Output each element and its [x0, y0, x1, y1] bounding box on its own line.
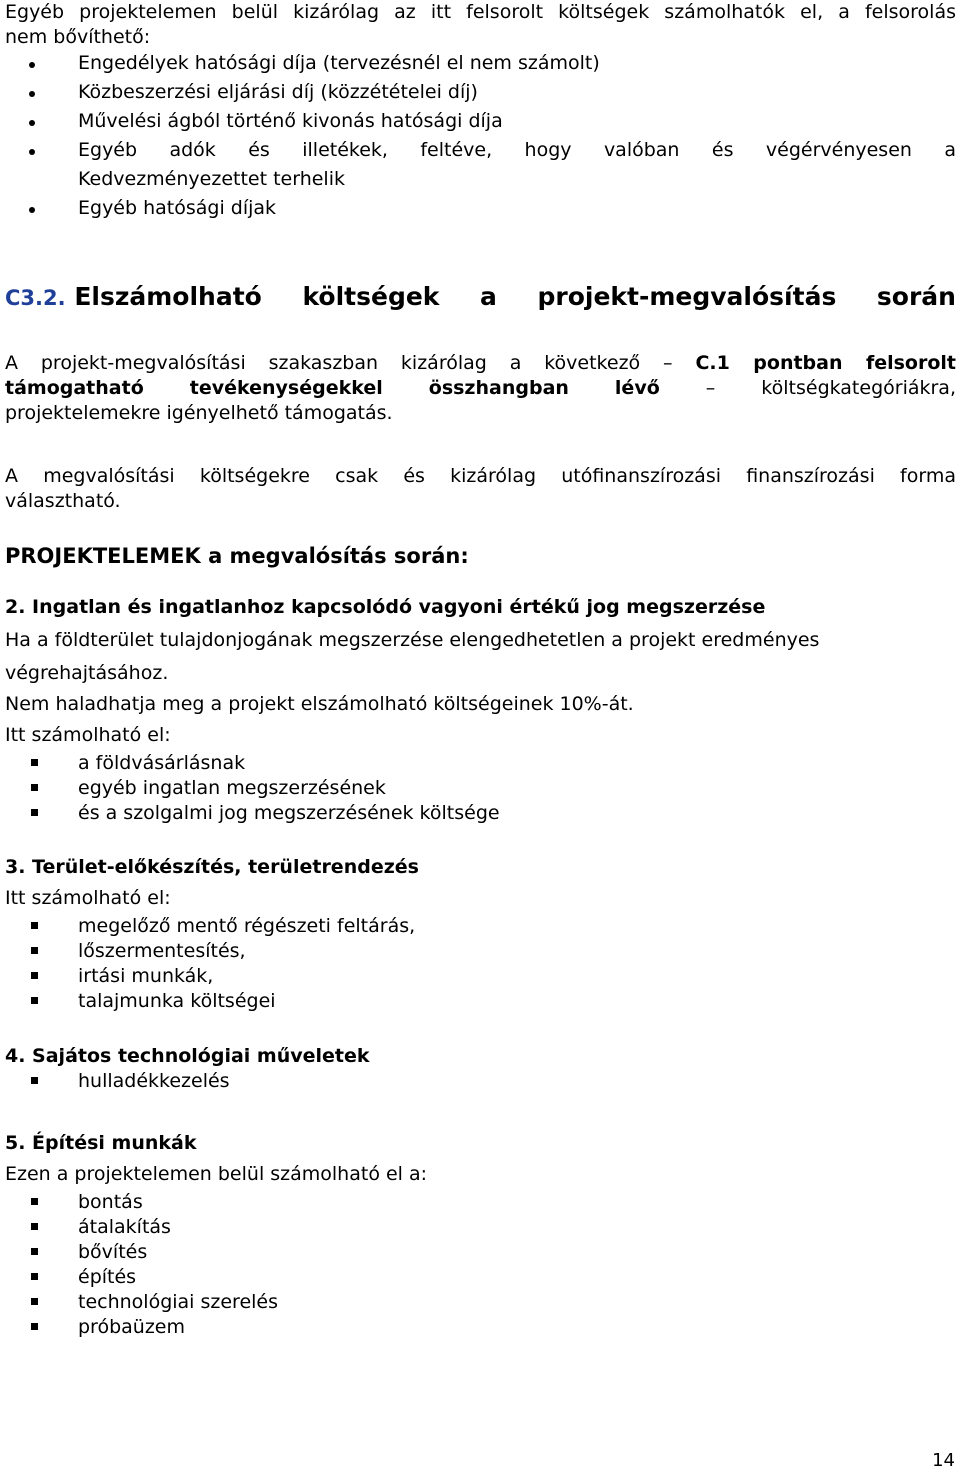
list-item: irtási munkák, — [5, 964, 956, 989]
list-item: talajmunka költségei — [5, 989, 956, 1014]
s3-lead: Itt számolható el: — [5, 887, 171, 909]
para1-line2-a: támogatható tevékenységekkel összhangban lévő — [5, 377, 660, 399]
intro-line-2: nem bővíthető: — [5, 26, 151, 48]
para1-line2-b: – — [705, 377, 716, 399]
page-number: 14 — [932, 1450, 955, 1471]
para1-line1-b: C.1 pontban felsorolt — [695, 352, 956, 374]
list-item: hulladékkezelés — [5, 1069, 956, 1094]
para2-line1: A megvalósítási költségekre csak és kizárólag utófinanszírozási finanszírozási forma — [5, 465, 956, 487]
projektelemek-heading: PROJEKTELEMEK a megvalósítás során: — [5, 544, 469, 568]
list-item: Egyéb hatósági díjak — [5, 194, 956, 223]
document-page — [5, 0, 956, 1340]
para1-line1-a: A projekt-megvalósítási szakaszban kizárólag a következő – — [5, 352, 673, 374]
section-word: Elszámolható — [74, 282, 262, 311]
paragraph-1 — [5, 351, 956, 426]
s4-list — [5, 1069, 956, 1094]
s2-lead: Itt számolható el: — [5, 724, 171, 746]
section-word: során — [876, 282, 956, 311]
intro-line-1: Egyéb projektelemen belül kizárólag az itt felsorolt költségek számolhatók el, a felsorolás — [5, 1, 956, 23]
s5-title: 5. Építési munkák — [5, 1132, 197, 1154]
list-item: és a szolgalmi jog megszerzésének költsége — [5, 801, 956, 826]
intro-list — [5, 49, 956, 223]
para1-line3: projektelemekre igényelhető támogatás. — [5, 402, 393, 424]
list-item: Művelési ágból történő kivonás hatósági díja — [5, 107, 956, 136]
s5-list — [5, 1190, 956, 1340]
list-item: átalakítás — [5, 1215, 956, 1240]
list-item: egyéb ingatlan megszerzésének — [5, 776, 956, 801]
section-number: C3.2. — [5, 286, 66, 310]
list-item: Közbeszerzési eljárási díj (közzétételei díj) — [5, 78, 956, 107]
list-item: bontás — [5, 1190, 956, 1215]
section-heading — [5, 280, 956, 315]
section-word: költségek — [302, 282, 440, 311]
section-word: projekt-megvalósítás — [537, 282, 837, 311]
list-item: Egyéb adók és illetékek, feltéve, hogy valóban és végérvényesen a — [5, 136, 956, 165]
list-item: próbaüzem — [5, 1315, 956, 1340]
s2-list — [5, 751, 956, 826]
list-item-continuation: Kedvezményezettet terhelik — [78, 168, 345, 190]
list-item: építés — [5, 1265, 956, 1290]
section-word: a — [480, 282, 497, 311]
list-item: a földvásárlásnak — [5, 751, 956, 776]
s3-list — [5, 914, 956, 1014]
s5-lead: Ezen a projektelemen belül számolható el a: — [5, 1163, 428, 1185]
s2-desc-2: végrehajtásához. — [5, 662, 169, 684]
s2-limit: Nem haladhatja meg a projekt elszámolható költségeinek 10%-át. — [5, 693, 634, 715]
para2-line2: választható. — [5, 490, 121, 512]
list-item: lőszermentesítés, — [5, 939, 956, 964]
list-item: bővítés — [5, 1240, 956, 1265]
list-item: megelőző mentő régészeti feltárás, — [5, 914, 956, 939]
s2-desc-1: Ha a földterület tulajdonjogának megszerzése elengedhetetlen a projekt eredményes — [5, 629, 820, 651]
list-item: Engedélyek hatósági díja (tervezésnél el nem számolt) — [5, 49, 956, 78]
para1-line2-c: költségkategóriákra, — [761, 377, 956, 399]
list-item: technológiai szerelés — [5, 1290, 956, 1315]
paragraph-2 — [5, 464, 956, 514]
s4-title: 4. Sajátos technológiai műveletek — [5, 1045, 370, 1067]
s3-title: 3. Terület-előkészítés, területrendezés — [5, 856, 419, 878]
s2-title: 2. Ingatlan és ingatlanhoz kapcsolódó vagyoni értékű jog megszerzése — [5, 596, 766, 618]
